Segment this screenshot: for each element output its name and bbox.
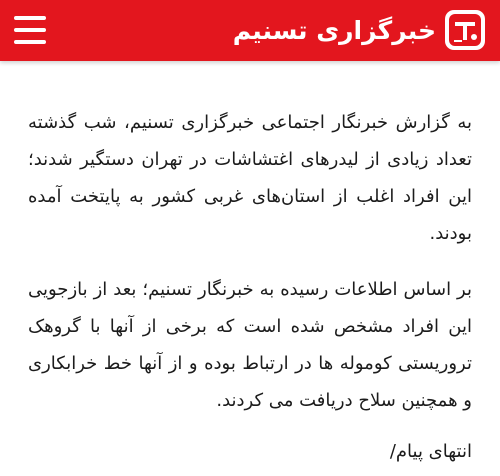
menu-line: [14, 28, 46, 32]
article-paragraph: بر اساس اطلاعات رسیده به خبرنگار تسنیم؛ بعد از بازجویی این افراد مشخص شده است که برخی از آنها با گروهک تروریستی کومولە ها در ارتباط بوده و از آنها خط خرابکاری و همچنین سلاح دریافت می کردند.: [28, 279, 472, 411]
brand-link[interactable]: [233, 8, 486, 52]
hamburger-menu-button[interactable]: [14, 16, 46, 44]
menu-line: [14, 40, 46, 44]
article-paragraph: به گزارش خبرنگار اجتماعی خبرگزاری تسنیم، شب گذشته تعداد زیادی از لیدرهای اغتشاشات در تهران دستگیر شدند؛ این افراد اغلب از استان‌های غربی کشور به پایتخت آمده بودند.: [28, 112, 472, 244]
article-body: [0, 61, 500, 476]
menu-line: [14, 16, 46, 20]
tasnim-logo-icon: [444, 9, 486, 51]
top-header-bar: [0, 0, 500, 61]
end-of-message-marker: انتهای پیام/: [389, 441, 472, 462]
brand-name: خبرگزاری تسنیم: [232, 15, 436, 45]
